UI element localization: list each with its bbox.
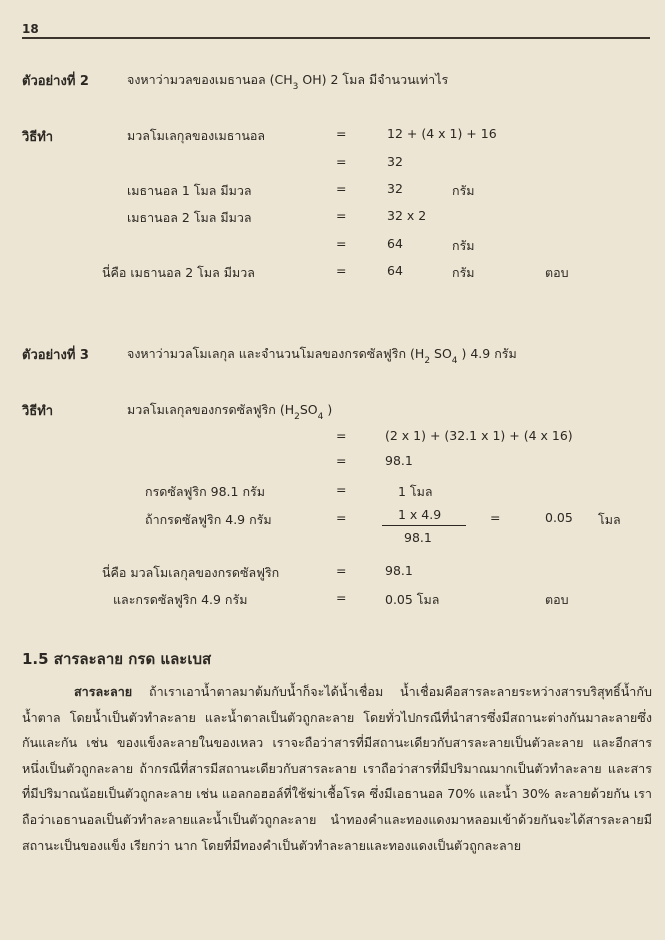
example3-question: จงหาว่ามวลโมเลกุล และจำนวนโมลของกรดซัลฟูริก ($H_2$ $SO_4$ ) 4.9 กรัม [127,346,517,366]
line-b-result-equals: = [490,510,501,525]
calc2-equals: = [336,453,347,468]
ex2-row-equals: = [336,154,347,169]
ex2-row-label: นี่คือ เมธานอล 2 โมล มีมวล [102,265,255,280]
ex2-row-label: มวลโมเลกุลของเมธานอล [127,128,266,143]
fraction-denominator: 98.1 [404,530,432,545]
section-title: 1.5 สารละลาย กรด และเบส [22,650,212,668]
molecular-weight-label: มวลโมเลกุลของกรดซัลฟูริก ($H_2SO_4$ ) [127,402,333,422]
example2-label: ตัวอย่างที่ 2 [22,74,89,89]
ex2-row-unit: กรัม [452,183,475,198]
calc1-equals: = [336,428,347,443]
ex2-row-equals: = [336,208,347,223]
line-b-equals: = [336,510,347,525]
calc2-value: 98.1 [385,453,413,468]
line-a-value: 1 โมล [398,484,433,499]
fraction-bar [382,525,466,526]
example2-method: วิธีทำ [22,130,54,145]
line-a-equals: = [336,482,347,497]
ex2-row-value: 12 + (4 x 1) + 16 [387,126,497,141]
conclusion2-left: และกรดซัลฟูริก 4.9 กรัม [113,592,248,607]
ex2-row-answer: ตอบ [545,265,569,280]
header-rule [22,37,650,39]
paragraph-body: ถ้าเราเอาน้ำตาลมาต้มกับน้ำก็จะได้น้ำเชื่อม น้ำเชื่อมคือสารละลายระหว่างสารบริสุทธิ์น้ำกับน้ำตาล โดยน้ำเป็นตัวทำละลาย และน้ำตาลเป็นตัวถูกละลาย โดยทั่วไปกรณีที่นำสารซึ่งมีสถานะต่างกันมาละลายซึ่งกันและกัน เช่น ของแข็งละลายในของเหลว เราจะถือว่าสารที่มีสถานะเดียวกับสารละลายเป็นตัวละลาย และอีกสารหนึ่งเป็นตัวถูกละลาย ถ้ากรณีที่สารมีสถานะเดียวกับสารละลาย เราถือว่าสารที่มีปริมาณมากเป็นตัวทำละลาย และสารที่มีปริมาณน้อยเป็นตัวถูกละลาย เช่น แอลกอฮอล์ที่ใช้ฆ่าเชื้อโรค ซึ่งมีเอธานอล 70% และน้ำ 30% ละลายด้วยกัน เราถือว่าเอธานอลเป็นตัวทำละลายและน้ำเป็นตัวถูกละลาย นำทองคำและทองแดงมาหลอมเข้าด้วยกันจะได้สารละลายมีสถานะเป็นของแข็ง เรียกว่า นาก โดยที่มีทองคำเป็นตัวทำละลายและทองแดงเป็นตัวถูกละลาย [22,684,652,853]
ex2-row-equals: = [336,263,347,278]
conclusion2-value: 0.05 โมล [385,592,440,607]
ex2-row-value: 32 [387,181,403,196]
ex2-row-equals: = [336,236,347,251]
conclusion1-left: นี่คือ มวลโมเลกุลของกรดซัลฟูริก [102,565,280,580]
ex2-row-value: 64 [387,263,403,278]
paragraph-lead: สารละลาย [74,684,133,699]
calc1-value: (2 x 1) + (32.1 x 1) + (4 x 16) [385,428,573,443]
section-paragraph [22,679,652,858]
ex2-row-label: เมธานอล 1 โมล มีมวล [127,183,252,198]
ex2-row-unit: กรัม [452,265,475,280]
example2-question: จงหาว่ามวลของเมธานอล ($CH_3$ OH) 2 โมล มีจำนวนเท่าไร [127,72,449,92]
ex2-row-equals: = [336,181,347,196]
line-b-result: 0.05 [545,510,573,525]
example3-method: วิธีทำ [22,404,54,419]
ex2-row-unit: กรัม [452,238,475,253]
ex2-row-value: 32 x 2 [387,208,427,223]
conclusion2-equals: = [336,590,347,605]
example3-answer: ตอบ [545,592,569,607]
page-number: 18 [22,22,39,36]
conclusion1-equals: = [336,563,347,578]
conclusion1-value: 98.1 [385,563,413,578]
ex2-row-equals: = [336,126,347,141]
line-b-left: ถ้ากรดซัลฟูริก 4.9 กรัม [145,512,272,527]
example3-label: ตัวอย่างที่ 3 [22,348,89,363]
line-a-left: กรดซัลฟูริก 98.1 กรัม [145,484,265,499]
ex2-row-value: 64 [387,236,403,251]
line-b-unit: โมล [598,512,621,527]
fraction-numerator: 1 x 4.9 [398,507,442,522]
ex2-row-value: 32 [387,154,403,169]
ex2-row-label: เมธานอล 2 โมล มีมวล [127,210,252,225]
